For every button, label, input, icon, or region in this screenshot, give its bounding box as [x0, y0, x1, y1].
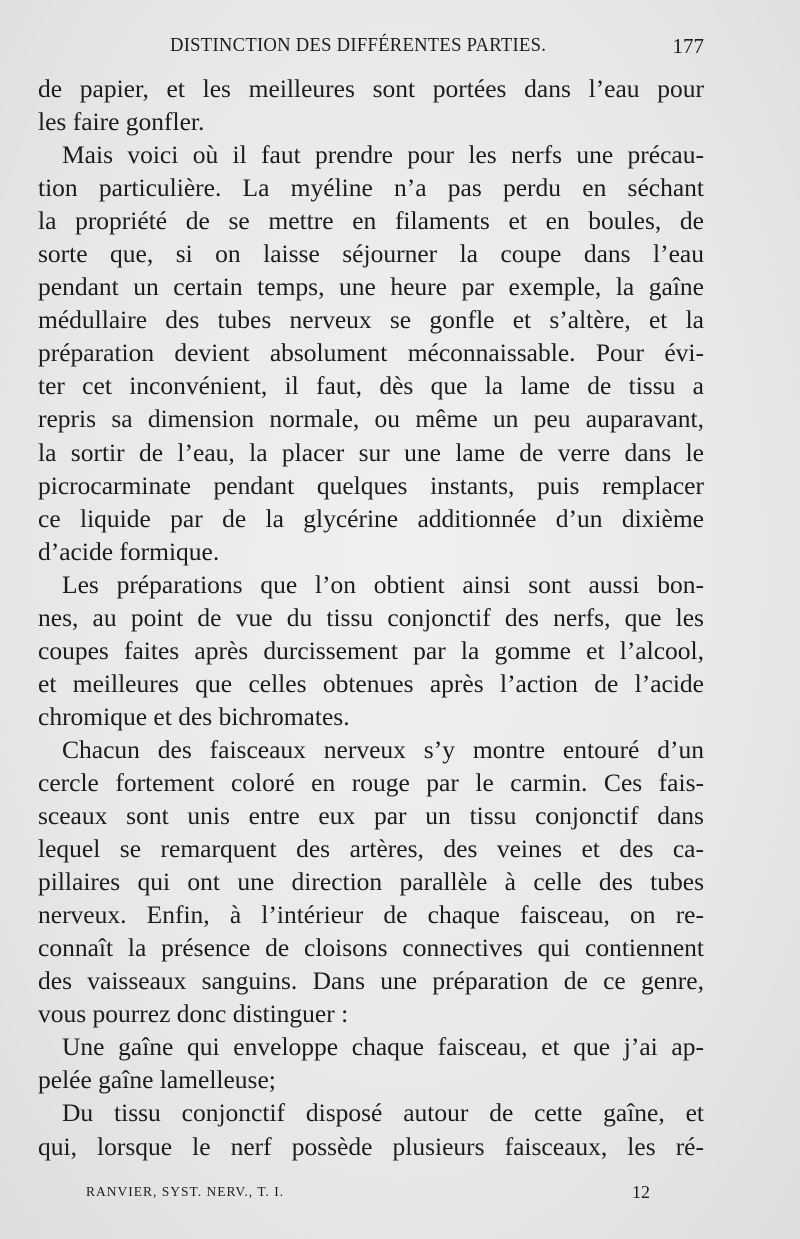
text-line: Du tissu conjonctif disposé autour de cette gaîne, et: [62, 1098, 704, 1128]
text-line: Une gaîne qui enveloppe chaque faisceau, et que j’ai ap-: [62, 1032, 704, 1062]
sheet-number: 12: [632, 1182, 650, 1202]
text-line: ce liquide par de la glycérine additionnée d’un dixième: [38, 503, 704, 533]
text-line: pillaires qui ont une direction parallèle à celle des tubes: [38, 867, 704, 897]
text-line: médullaire des tubes nerveux se gonfle et s’altère, et la: [38, 305, 704, 335]
body-text: [38, 72, 704, 1163]
text-line: les faire gonfler.: [38, 107, 205, 137]
text-line: nes, au point de vue du tissu conjonctif des nerfs, que les: [38, 602, 704, 632]
text-line: Mais voici où il faut prendre pour les nerfs une précau-: [62, 140, 704, 170]
page-header: [170, 34, 704, 58]
text-line: Chacun des faisceaux nerveux s’y montre entouré d’un: [62, 734, 704, 764]
text-line: coupes faites après durcissement par la gomme et l’alcool,: [38, 635, 704, 665]
page-number: 177: [672, 34, 704, 58]
printer-signature: RANVIER, SYST. NERV., T. I.: [86, 1184, 285, 1199]
text-line: la propriété de se mettre en filaments et en boules, de: [38, 206, 704, 236]
running-title: DISTINCTION DES DIFFÉRENTES PARTIES.: [170, 34, 547, 56]
text-line: la sortir de l’eau, la placer sur une lame de verre dans le: [38, 437, 704, 467]
text-line: tion particulière. La myéline n’a pas perdu en séchant: [38, 173, 704, 203]
text-line: des vaisseaux sanguins. Dans une préparation de ce genre,: [38, 966, 704, 996]
page-footer: [86, 1182, 650, 1204]
text-line: préparation devient absolument méconnaissable. Pour évi-: [38, 338, 704, 368]
text-line: sceaux sont unis entre eux par un tissu conjonctif dans: [38, 801, 704, 831]
text-line: cercle fortement coloré en rouge par le carmin. Ces fais-: [38, 767, 704, 797]
text-line: pendant un certain temps, une heure par exemple, la gaîne: [38, 272, 704, 302]
text-line: ter cet inconvénient, il faut, dès que la lame de tissu a: [38, 371, 704, 401]
text-line: qui, lorsque le nerf possède plusieurs faisceaux, les ré-: [38, 1131, 704, 1161]
text-line: et meilleures que celles obtenues après l’action de l’acide: [38, 668, 704, 698]
text-line: repris sa dimension normale, ou même un peu auparavant,: [38, 404, 704, 434]
text-line: connaît la présence de cloisons connectives qui contiennent: [38, 933, 704, 963]
text-line: picrocarminate pendant quelques instants, puis remplacer: [38, 470, 704, 500]
text-line: sorte que, si on laisse séjourner la coupe dans l’eau: [38, 239, 704, 269]
text-line: nerveux. Enfin, à l’intérieur de chaque faisceau, on re-: [38, 900, 704, 930]
text-line: pelée gaîne lamelleuse;: [38, 1065, 276, 1095]
text-line: lequel se remarquent des artères, des veines et des ca-: [38, 834, 704, 864]
text-line: Les préparations que l’on obtient ainsi sont aussi bon-: [62, 569, 704, 599]
text-line: de papier, et les meilleures sont portées dans l’eau pour: [38, 74, 704, 103]
text-line: vous pourrez donc distinguer :: [38, 999, 349, 1029]
text-line: chromique et des bichromates.: [38, 701, 350, 731]
text-line: d’acide formique.: [38, 536, 220, 566]
